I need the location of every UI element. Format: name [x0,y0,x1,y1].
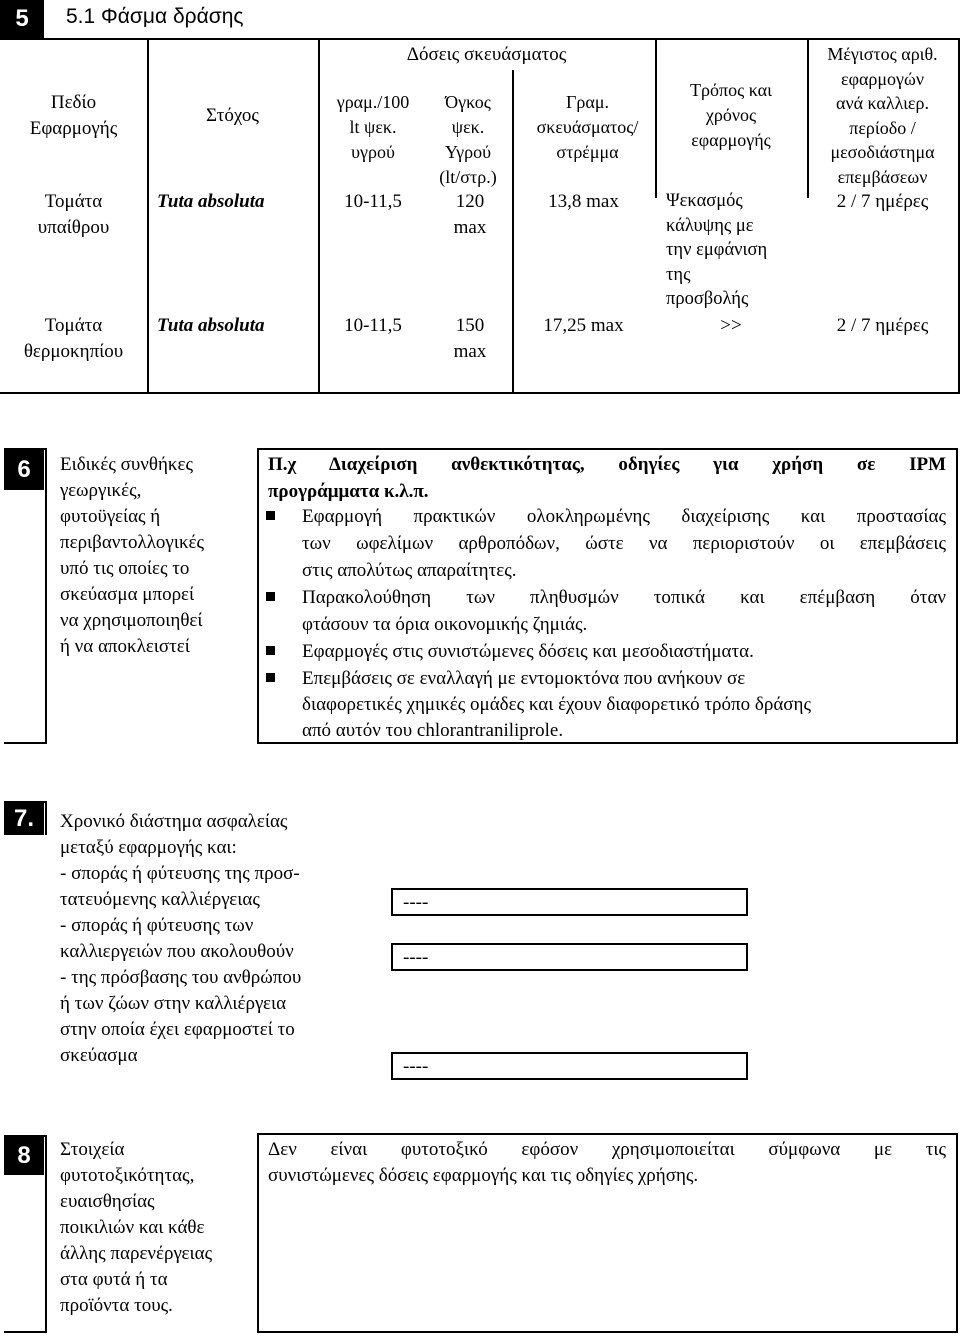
header-g-per-str: Γραμ. σκευάσματος/ στρέμμα [536,92,639,162]
section-8-text-cont: συνιστώμενες δόσεις εφαρμογής και τις οδηγίες χρήσης. [268,1165,699,1186]
header-g100: γραμ./100 lt ψεκ. υγρού [336,92,410,162]
cell-target: Tuta absoluta [157,191,265,212]
cell-method: Ψεκασμός κάλυψης με την εμφάνιση της προσβολής [666,191,768,309]
cell-max: 2 / 7 ημέρες [836,315,929,336]
cell-field: Τομάτα υπαίθρου [37,191,110,238]
section-8-label: Στοιχεία φυτοτοξικότητας, ευαισθησίας ποικιλιών και κάθε άλλης παρενέργειας στα φυτά ή τα προϊόντα τους. [60,1139,213,1316]
header-method: Τρόπος και χρόνος εφαρμογής [690,80,772,150]
interval-field-access: ---- [391,1052,748,1080]
cell-max: 2 / 7 ημέρες [836,191,929,212]
cell-g100: 10-11,5 [344,191,402,212]
cell-target: Tuta absoluta [157,315,265,336]
section-8-number: 8 [4,1137,44,1175]
interval-field-following-crops: ---- [391,943,748,971]
section-6-heading-cont: προγράμματα κ.λ.π. [268,481,429,502]
section-7-number: 7. [4,803,44,835]
header-field: Πεδίο Εφαρμογής [29,92,118,139]
section-6-label: Ειδικές συνθήκες γεωργικές, φυτοϋγείας ή περιβαντολλογικές υπό τις οποίες το σκεύασμα μπορεί να χρησιμοποιηθεί ή να αποκλειστεί [60,454,205,657]
interval-field-crop: ---- [391,888,748,916]
header-doses: Δόσεις σκευάσματος [406,44,567,65]
section-6-number: 6 [4,450,44,490]
header-volume: Όγκος ψεκ. Υγρού (lt/στρ.) [439,92,497,187]
cell-volume: 120 max [453,191,487,238]
cell-g100: 10-11,5 [344,315,402,336]
section-6-heading: Π.χ Διαχείριση ανθεκτικότητας, οδηγίες για χρήση σε IPM [268,454,946,475]
cell-volume: 150 max [453,315,487,362]
cell-g-per-str: 17,25 max [543,315,624,336]
section-7-label: Χρονικό διάστημα ασφαλείας μεταξύ εφαρμογής και: - σποράς ή φύτευσης της προσ- τατευόμενης καλλιέργειας - σποράς ή φύτευσης των καλλιεργειών που ακολουθούν - της πρόσβασης του ανθρώπου ή των ζώων στην καλλιέργεια στην οποία έχει εφαρμοστεί το σκεύασμα [60,811,302,1066]
cell-field: Τομάτα θερμοκηπίου [23,315,124,362]
header-target: Στόχος [206,105,259,126]
header-max-applications: Μέγιστος αριθ. εφαρμογών ανά καλλιερ. περίοδο / μεσοδιάστημα επεμβάσεων [827,44,938,187]
section-5-title: 5.1 Φάσμα δράσης [66,5,244,28]
cell-method: >> [720,315,742,336]
section-5-number: 5 [0,0,44,38]
section-8-text: Δεν είναι φυτοτοξικό εφόσον χρησιμοποιείται σύμφωνα με τις [268,1139,946,1160]
cell-g-per-str: 13,8 max [548,191,619,212]
